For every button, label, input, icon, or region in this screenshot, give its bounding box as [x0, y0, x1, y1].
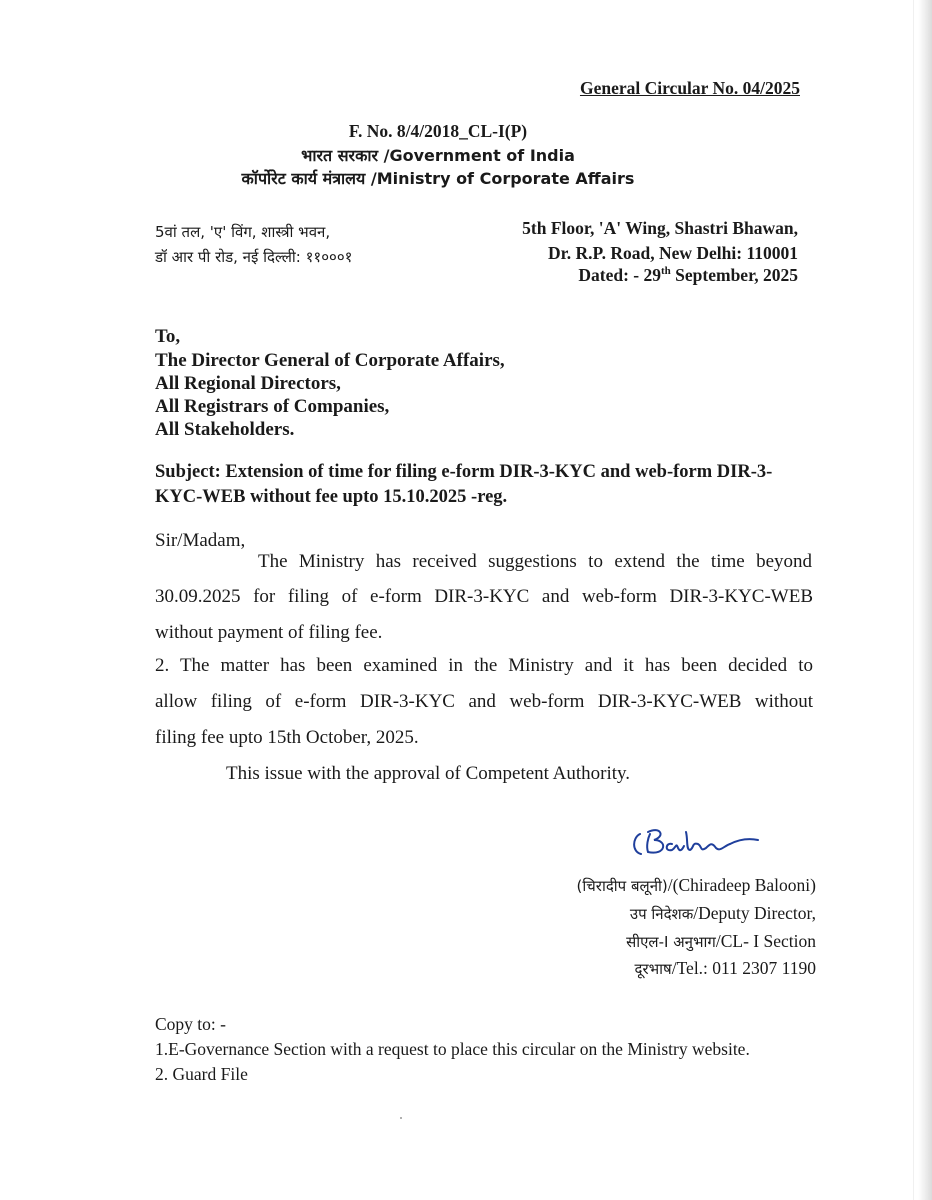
to-label: To,	[155, 326, 181, 347]
dated-prefix: Dated: - 29	[578, 265, 662, 285]
circular-number: General Circular No. 04/2025	[579, 78, 800, 98]
ministry-line	[0, 167, 904, 189]
dated-suffix: September, 2025	[670, 265, 798, 285]
section-english: /CL- I Section	[715, 931, 816, 951]
dated-suffix-sup: th	[661, 265, 671, 278]
signatory-name-english: /(Chiradeep Balooni)	[667, 875, 816, 895]
paragraph-2-line: 2. The matter has been examined in the Ministry and it has been decided to	[155, 655, 813, 676]
paragraph-1-line: The Ministry has received suggestions to extend the time beyond	[258, 551, 812, 572]
subject: Subject: Extension of time for filing e-form DIR-3-KYC and web-form DIR-3-KYC-WEB without fee upto 15.10.2025 -reg.	[155, 462, 773, 507]
telephone-hindi: दूरभाष	[634, 960, 672, 978]
recipient-line: All Regional Directors,	[155, 373, 341, 394]
hindi-address-line-1: 5वां तल, 'ए' विंग, शास्त्री भवन,	[155, 223, 331, 241]
government-line-text: भारत सरकार /Government of India	[301, 146, 575, 165]
paragraph-2-line: allow filing of e-form DIR-3-KYC and web-form DIR-3-KYC-WEB without	[155, 691, 813, 712]
file-number: F. No. 8/4/2018_CL-I(P)	[348, 121, 528, 141]
english-address-line-1: 5th Floor, 'A' Wing, Shastri Bhawan,	[522, 218, 798, 238]
hindi-address-line-2: डॉ आर पी रोड, नई दिल्ली: ११०००१	[155, 248, 353, 266]
dated-line	[578, 265, 798, 286]
section-hindi: सीएल-I अनुभाग	[626, 933, 716, 951]
scan-speck	[400, 1117, 402, 1119]
signatory-telephone	[635, 958, 816, 979]
closing-line: This issue with the approval of Competent Authority.	[226, 763, 631, 784]
telephone-english: /Tel.: 011 2307 1190	[671, 958, 816, 978]
paragraph-1-line: without payment of filing fee.	[155, 622, 383, 643]
government-line	[0, 144, 904, 166]
paragraph-2-line: filing fee upto 15th October, 2025.	[155, 727, 419, 748]
salutation: Sir/Madam,	[155, 530, 246, 551]
copy-to-item: 1.E-Governance Section with a request to place this circular on the Ministry website.	[155, 1039, 750, 1059]
recipient-line: The Director General of Corporate Affairs,	[155, 350, 505, 371]
signatory-name-hindi: (चिरादीप बलूनी)	[576, 877, 668, 895]
english-address-line-2: Dr. R.P. Road, New Delhi: 110001	[547, 243, 798, 263]
recipient-line: All Registrars of Companies,	[155, 396, 390, 417]
designation-hindi: उप निदेशक	[629, 905, 694, 923]
page-edge-shadow	[918, 0, 932, 1200]
designation-english: /Deputy Director,	[693, 903, 816, 923]
recipient-line: All Stakeholders.	[155, 419, 295, 440]
paragraph-1-line: 30.09.2025 for filing of e-form DIR-3-KYC and web-form DIR-3-KYC-WEB	[155, 586, 813, 607]
page-edge-line	[913, 0, 914, 1200]
signatory-name	[577, 875, 816, 896]
handwritten-signature	[626, 822, 766, 864]
signatory-section	[626, 931, 816, 952]
ministry-line-text: कॉर्पोरेट कार्य मंत्रालय /Ministry of Corporate Affairs	[241, 169, 635, 188]
signatory-designation	[630, 903, 816, 924]
copy-to-item: 2. Guard File	[155, 1064, 248, 1084]
copy-to-label: Copy to: -	[155, 1014, 226, 1034]
